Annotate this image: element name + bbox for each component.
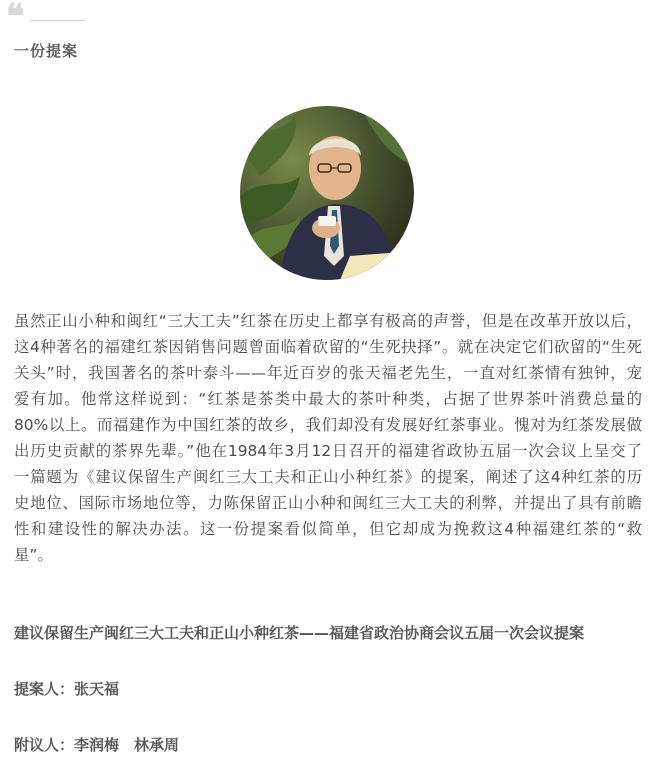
proposer-line: 提案人：张天福: [14, 680, 120, 698]
body-line: 这4种著名的福建红茶因销售问题曾面临着砍留的“生死抉择”。就在决定它们砍留的“生死: [14, 338, 642, 356]
body-line: 80%以上。而福建作为中国红茶的故乡，我们却没有发展好红茶事业。愧对为红茶发展做: [14, 416, 642, 434]
portrait-photo: [240, 106, 414, 280]
body-line: 史地位、国际市场地位等，力陈保留正山小种和闽红三大工夫的利弊，并提出了具有前瞻: [14, 494, 642, 512]
seconders-line: 附议人：李润梅 林承周: [14, 736, 180, 754]
body-line: 性和建设性的解决办法。这一份提案看似简单，但它却成为挽救这4种福建红茶的“救: [14, 520, 642, 538]
quote-divider: [30, 20, 86, 21]
portrait-image: [240, 106, 414, 280]
body-line: 虽然正山小种和闽红“三大工夫”红茶在历史上都享有极高的声誉，但是在改革开放以后，: [14, 312, 642, 330]
section-heading: 一份提案: [14, 42, 79, 60]
body-paragraph: [14, 308, 642, 568]
body-line: 一篇题为《建议保留生产闽红三大工夫和正山小种红茶》的提案，阐述了这4种红茶的历: [14, 468, 642, 486]
body-line: 爱有加。他常这样说到：“红茶是茶类中最大的茶叶种类，占据了世界茶叶消费总量的: [14, 390, 642, 408]
body-line: 星”。: [14, 546, 53, 564]
body-line: 出历史贡献的茶界先辈。”他在1984年3月12日召开的福建省政协五届一次会议上呈交了: [14, 442, 642, 460]
quote-mark-icon: ❝: [6, 0, 25, 37]
body-line: 关头”时，我国著名的茶叶泰斗——年近百岁的张天福老先生，一直对红茶情有独钟，宠: [14, 364, 642, 382]
proposal-title: 建议保留生产闽红三大工夫和正山小种红茶——福建省政治协商会议五届一次会议提案: [14, 624, 585, 642]
